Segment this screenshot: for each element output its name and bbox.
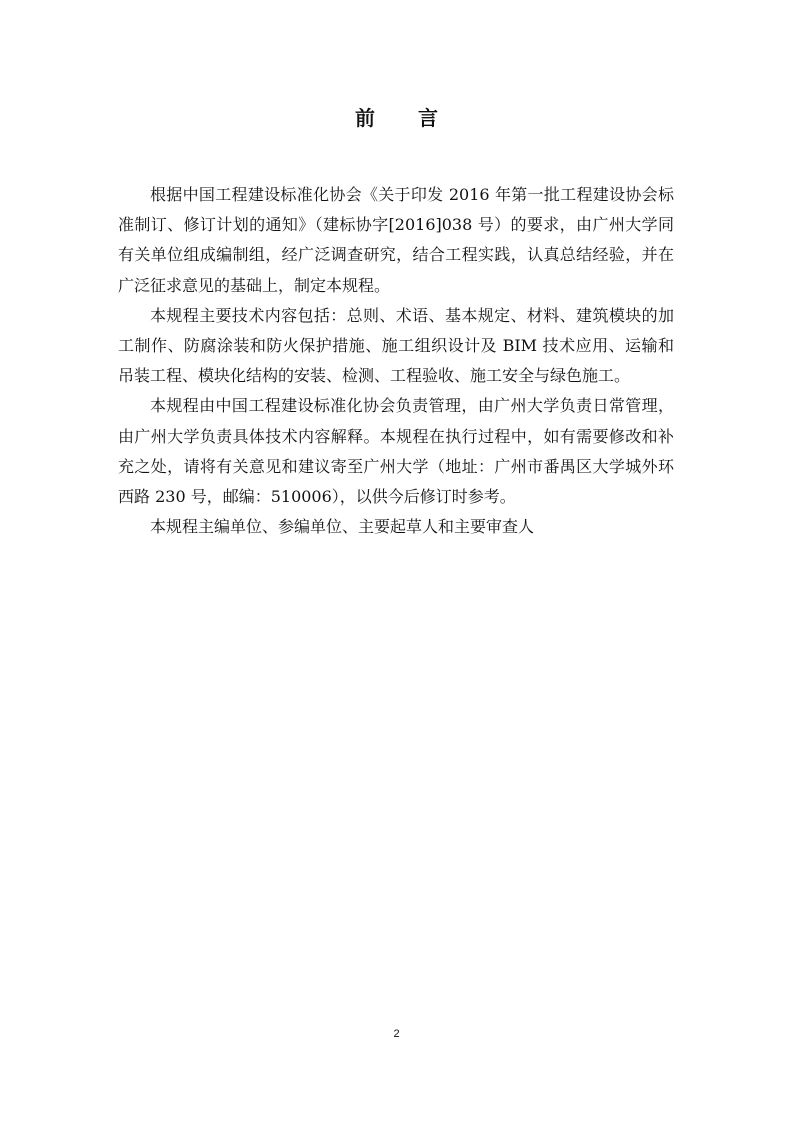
page-number: 2	[393, 1028, 400, 1040]
paragraph-1: 根据中国工程建设标准化协会《关于印发 2016 年第一批工程建设协会标准制订、修订计划的通知》（建标协字[2016]038 号）的要求，由广州大学同有关单位组成编制组，经广泛调查研究，结合工程实践，认真总结经验，并在广泛征求意见的基础上，制定本规程。	[118, 185, 674, 295]
paragraph-3: 本规程由中国工程建设标准化协会负责管理，由广州大学负责日常管理，由广州大学负责具体技术内容解释。本规程在执行过程中，如有需要修改和补充之处，请将有关意见和建议寄至广州大学（地址：广州市番禺区大学城外环西路 230 号，邮编：510006），以供今后修订时参考。	[118, 396, 674, 507]
paragraph-4: 本规程主编单位、参编单位、主要起草人和主要审查人	[150, 517, 535, 537]
document-body	[118, 180, 674, 542]
paragraph-2: 本规程主要技术内容包括：总则、术语、基本规定、材料、建筑模块的加工制作、防腐涂装和防火保护措施、施工组织设计及 BIM 技术应用、运输和吊装工程、模块化结构的安装、检测、工程验收、施工安全与绿色施工。	[118, 305, 674, 386]
page-title: 前 言	[355, 106, 456, 130]
